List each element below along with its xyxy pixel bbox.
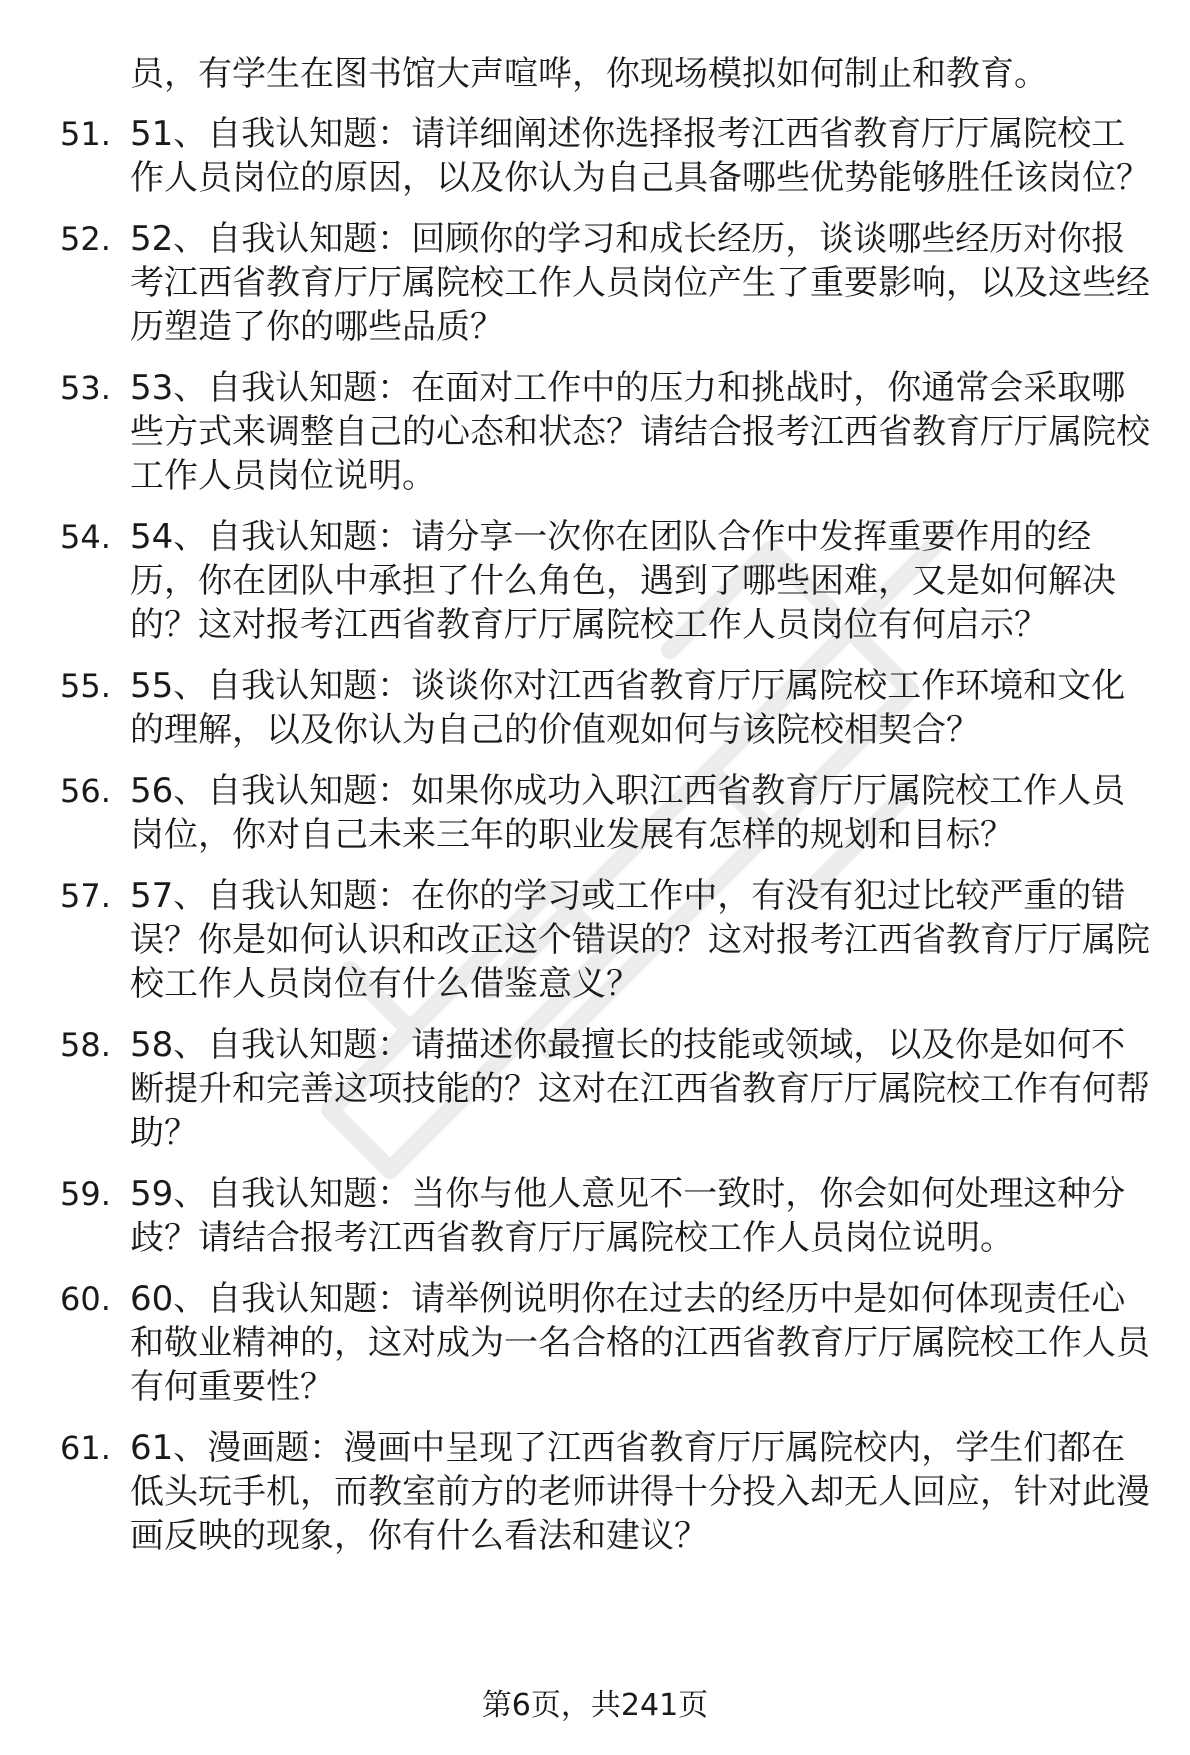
question-item [0,366,1190,498]
question-text: 55、自我认知题：谈谈你对江西省教育厅厅属院校工作环境和文化的理解，以及你认为自己的价值观如何与该院校相契合？ [130,666,1126,750]
question-text: 58、自我认知题：请描述你最擅长的技能或领域，以及你是如何不断提升和完善这项技能的？这对在江西省教育厅厅属院校工作有何帮助？ [130,1025,1150,1153]
question-item [0,1172,1190,1260]
question-item [0,1023,1190,1155]
question-number: 57. [60,877,111,915]
question-number: 54. [60,518,111,556]
question-number: 58. [60,1026,111,1064]
question-item [0,217,1190,349]
question-number: 60. [60,1280,111,1318]
question-number: 52. [60,220,111,258]
question-number: 51. [60,115,111,153]
question-text: 59、自我认知题：当你与他人意见不一致时，你会如何处理这种分歧？请结合报考江西省教育厅厅属院校工作人员岗位说明。 [130,1174,1126,1258]
question-item [0,874,1190,1006]
question-text: 52、自我认知题：回顾你的学习和成长经历，谈谈哪些经历对你报考江西省教育厅厅属院校工作人员岗位产生了重要影响，以及这些经历塑造了你的哪些品质？ [130,219,1150,347]
question-item [0,1277,1190,1409]
question-number: 55. [60,667,111,705]
question-list [0,112,1190,1575]
question-text: 51、自我认知题：请详细阐述你选择报考江西省教育厅厅属院校工作人员岗位的原因，以及你认为自己具备哪些优势能够胜任该岗位？ [130,114,1150,198]
continued-question-text: 员，有学生在图书馆大声喧哗，你现场模拟如何制止和教育。 [130,54,1048,94]
question-item [0,112,1190,200]
question-number: 59. [60,1175,111,1213]
question-item [0,515,1190,647]
question-number: 56. [60,772,111,810]
question-number: 53. [60,369,111,407]
page-number: 第6页，共241页 [481,1688,709,1723]
question-item [0,664,1190,752]
question-number: 61. [60,1429,111,1467]
question-text: 57、自我认知题：在你的学习或工作中，有没有犯过比较严重的错误？你是如何认识和改正这个错误的？这对报考江西省教育厅厅属院校工作人员岗位有什么借鉴意义？ [130,876,1150,1004]
question-item [0,769,1190,857]
question-text: 61、漫画题：漫画中呈现了江西省教育厅厅属院校内，学生们都在低头玩手机，而教室前方的老师讲得十分投入却无人回应，针对此漫画反映的现象，你有什么看法和建议？ [130,1428,1150,1556]
question-text: 60、自我认知题：请举例说明你在过去的经历中是如何体现责任心和敬业精神的，这对成为一名合格的江西省教育厅厅属院校工作人员有何重要性？ [130,1279,1150,1407]
question-item [0,1426,1190,1558]
question-text: 53、自我认知题：在面对工作中的压力和挑战时，你通常会采取哪些方式来调整自己的心态和状态？请结合报考江西省教育厅厅属院校工作人员岗位说明。 [130,368,1150,496]
question-text: 56、自我认知题：如果你成功入职江西省教育厅厅属院校工作人员岗位，你对自己未来三年的职业发展有怎样的规划和目标？ [130,771,1126,855]
question-text: 54、自我认知题：请分享一次你在团队合作中发挥重要作用的经历，你在团队中承担了什么角色，遇到了哪些困难，又是如何解决的？这对报考江西省教育厅厅属院校工作人员岗位有何启示？ [130,517,1116,645]
